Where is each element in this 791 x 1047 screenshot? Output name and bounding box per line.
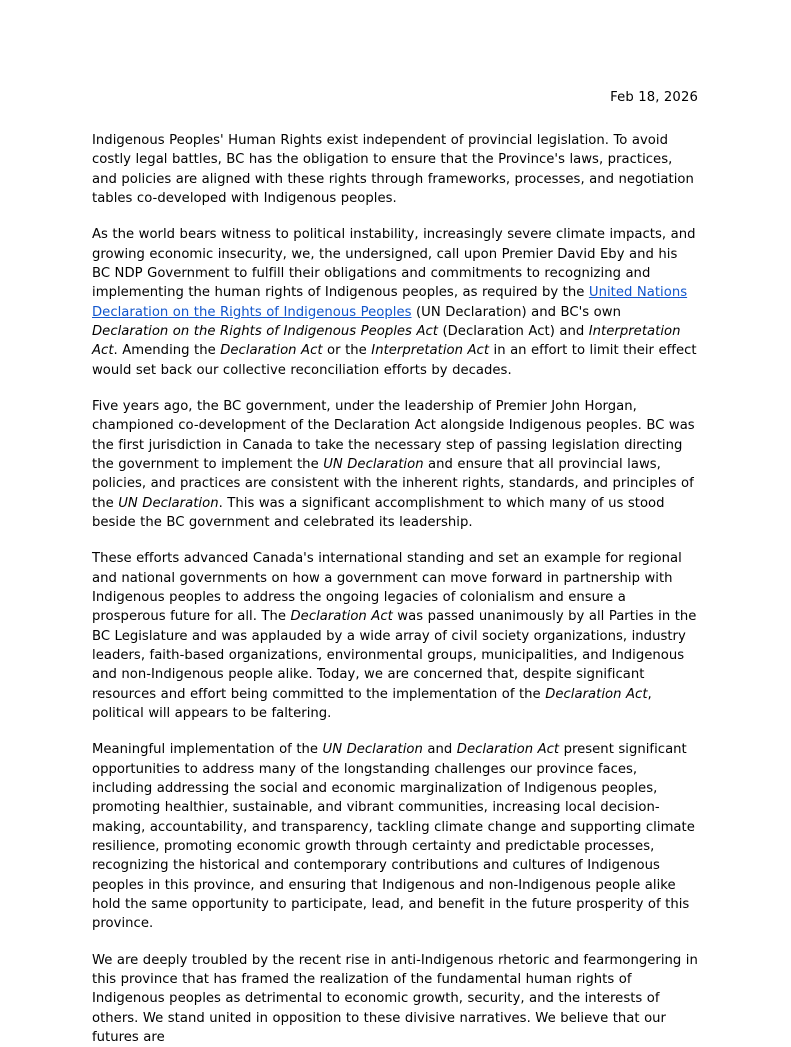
text-run: Meaningful implementation of the [92, 742, 323, 758]
paragraph [92, 397, 698, 532]
text-run: Five years ago, the BC government, under the leadership of Premier John Horgan, championed co-development of the Declaration Act alongside Indigenous peoples. BC was the first jurisdiction in Canada to take the necessary step of passing legislation directing the government to implement the [92, 399, 695, 473]
paragraph [92, 951, 698, 1047]
text-run: and [422, 742, 457, 758]
text-run: and ensure that all provincial laws, policies, and practices are consistent with the inherent rights, standards, and principles of the [92, 457, 694, 511]
un-declaration-link[interactable]: United Nations Declaration on the Rights of Indigenous Peoples [92, 285, 688, 320]
italic-text: Declaration Act [456, 742, 560, 758]
italic-text: Interpretation Act [92, 324, 681, 359]
text-run: , political will appears to be faltering. [92, 686, 652, 721]
text-run: As the world bears witness to political instability, increasingly severe climate impacts, and growing economic insecurity, we, the undersigned, call upon Premier David Eby and his BC NDP Government to fulfill their obligations and commitments to recognizing and implementing the human rights of Indigenous peoples, as required by the [92, 227, 696, 301]
paragraph [92, 740, 698, 933]
paragraph [92, 225, 698, 380]
text-run: (UN Declaration) and BC's own [411, 304, 621, 320]
document-date: Feb 18, 2026 [610, 90, 698, 105]
paragraph [92, 549, 698, 723]
text-run: in an effort to limit their effect would set back our collective reconciliation efforts by decades. [92, 343, 697, 378]
text-run: . This was a significant accomplishment to which many of us stood beside the BC government and celebrated its leadership. [92, 495, 665, 531]
text-run: was passed unanimously by all Parties in the BC Legislature and was applauded by a wide array of civil society organizations, industry leaders, faith-based organizations, environmental groups, municipalities, and Indigenous and non-Indigenous people alike. Today, we are concerned that, despite significant resources and effort being committed to the implementation of the [92, 609, 697, 702]
italic-text: UN Declaration [118, 495, 219, 511]
italic-text: Declaration Act [290, 609, 393, 625]
italic-text: Declaration Act [220, 343, 323, 359]
text-run: These efforts advanced Canada's international standing and set an example for regional and national governments on how a government can move forward in partnership with Indigenous peoples to address the ongoing legacies of colonialism and ensure a prosperous future for all. The [92, 551, 682, 625]
italic-text: Declaration on the Rights of Indigenous Peoples Act [92, 324, 438, 340]
text-run: Indigenous Peoples' Human Rights exist independent of provincial legislation. To avoid costly legal battles, BC has the obligation to ensure that the Province's laws, practices, and policies are aligned with these rights through frameworks, processes, and negotiation tables co-developed with Indigenous peoples. [92, 133, 694, 207]
text-run: present significant opportunities to address many of the longstanding challenges our province faces, including addressing the social and economic marginalization of Indigenous peoples, promoting healthier, sustainable, and vibrant communities, increasing local decision-making, accountability, and transparency, tackling climate change and supporting climate resilience, promoting economic growth through certainty and predictable processes, recognizing the historical and contemporary contributions and cultures of Indigenous peoples in this province, and ensuring that Indigenous and non-Indigenous people alike hold the same opportunity to participate, lead, and benefit in the future prosperity of this province. [92, 742, 695, 932]
italic-text: Interpretation Act [371, 343, 490, 359]
text-run: We are deeply troubled by the recent rise in anti-Indigenous rhetoric and fearmongering in this province that has framed the realization of the fundamental human rights of Indigenous peoples as detrimental to economic growth, security, and the interests of others. We stand united in opposition to these divisive narratives. We believe that our futures are [92, 952, 698, 1045]
italic-text: UN Declaration [323, 457, 424, 473]
paragraph [92, 131, 698, 208]
document-body [92, 131, 698, 1047]
text-run: . Amending the [113, 343, 221, 359]
text-run: (Declaration Act) and [437, 324, 589, 340]
italic-text: UN Declaration [322, 742, 423, 758]
text-run: or the [322, 343, 372, 359]
italic-text: Declaration Act [545, 686, 648, 702]
